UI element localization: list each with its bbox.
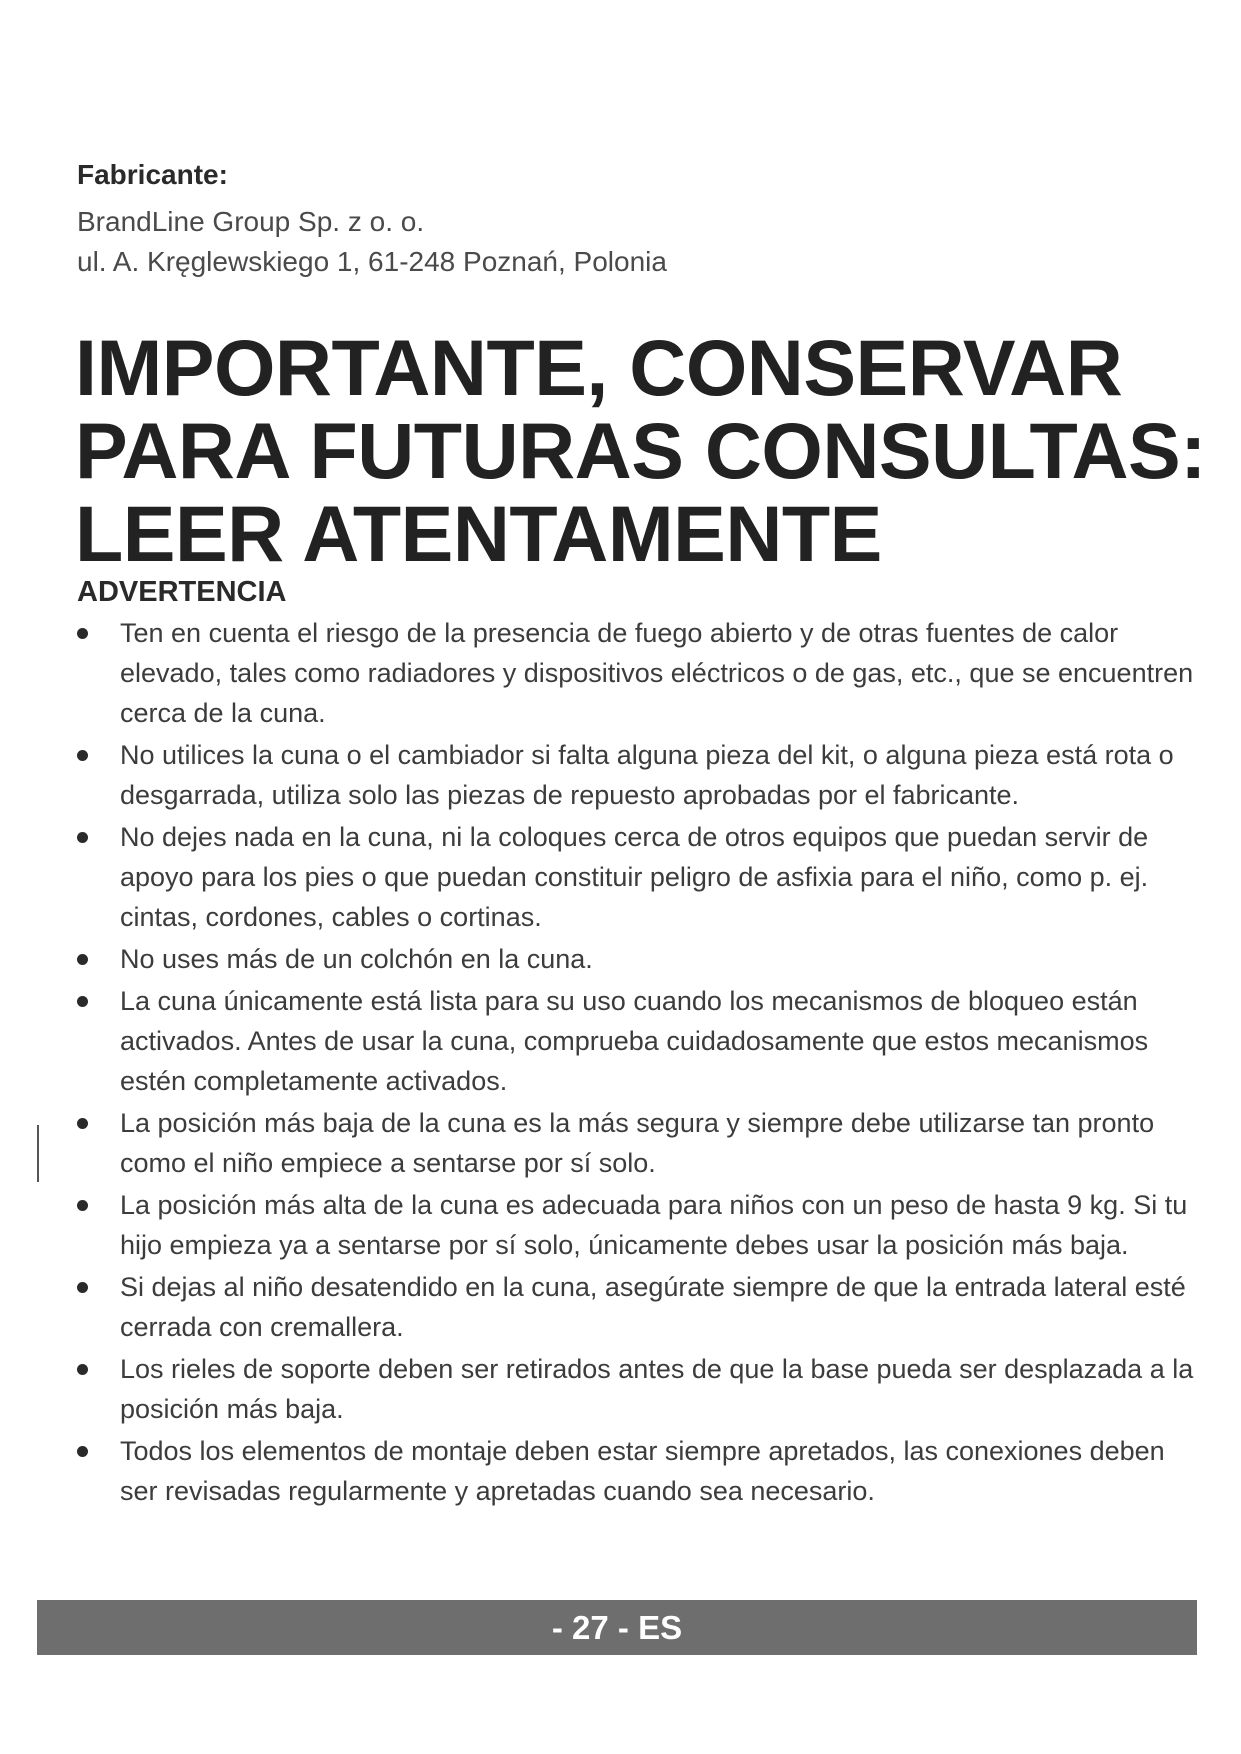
list-item [77,939,1197,979]
list-item [77,817,1197,937]
bullet-icon [77,1446,88,1457]
list-item [77,1267,1197,1347]
bullet-icon [77,628,88,639]
manufacturer-address: ul. A. Kręglewskiego 1, 61-248 Poznań, Polonia [77,246,667,277]
list-item-text: No utilices la cuna o el cambiador si falta alguna pieza del kit, o alguna pieza está rota o desgarrada, utiliza solo las piezas de repuesto aprobadas por el fabricante. [120,740,1174,810]
bullet-icon [77,1282,88,1293]
bullet-icon [77,996,88,1007]
footer-bar [37,1600,1197,1655]
manufacturer-block [77,158,1177,282]
warning-list [77,613,1197,1513]
list-item-text: Los rieles de soporte deben ser retirados antes de que la base pueda ser desplazada a la posición más baja. [120,1354,1194,1424]
title-line-3: LEER ATENTAMENTE [75,489,882,578]
bullet-icon [77,832,88,843]
list-item [77,1349,1197,1429]
list-item-text: No dejes nada en la cuna, ni la coloques cerca de otros equipos que puedan servir de apoyo para los pies o que puedan constituir peligro de asfixia para el niño, como p. ej. cintas, cordones, cables o cortinas. [120,822,1149,932]
list-item-text: La posición más baja de la cuna es la más segura y siempre debe utilizarse tan pronto como el niño empiece a sentarse por sí solo. [120,1108,1155,1178]
title-line-1: IMPORTANTE, CONSERVAR [75,323,1123,412]
manufacturer-company: BrandLine Group Sp. z o. o. [77,206,425,237]
list-item-text: La posición más alta de la cuna es adecuada para niños con un peso de hasta 9 kg. Si tu hijo empieza ya a sentarse por sí solo, únicamente debes usar la posición más baja. [120,1190,1188,1260]
list-item [77,1103,1197,1183]
bullet-icon [77,954,88,965]
list-item [77,1431,1197,1511]
bullet-icon [77,1118,88,1129]
margin-mark [37,1125,39,1182]
page-number: - 27 - ES [551,1609,683,1646]
list-item-text: La cuna únicamente está lista para su uso cuando los mecanismos de bloqueo están activados. Antes de usar la cuna, comprueba cuidadosamente que estos mecanismos estén completamente activados. [120,986,1149,1096]
list-item [77,735,1197,815]
bullet-icon [77,1364,88,1375]
list-item-text: No uses más de un colchón en la cuna. [120,944,593,974]
list-item [77,613,1197,733]
list-item-text: Todos los elementos de montaje deben estar siempre apretados, las conexiones deben ser revisadas regularmente y apretadas cuando sea necesario. [120,1436,1165,1506]
bullet-icon [77,750,88,761]
list-item-text: Si dejas al niño desatendido en la cuna, asegúrate siempre de que la entrada lateral esté cerrada con cremallera. [120,1272,1186,1342]
title-line-2: PARA FUTURAS CONSULTAS: [75,406,1206,495]
list-item [77,1185,1197,1265]
list-item-text: Ten en cuenta el riesgo de la presencia de fuego abierto y de otras fuentes de calor elevado, tales como radiadores y dispositivos eléctricos o de gas, etc., que se encuentren cerca de la cuna. [120,618,1194,728]
list-item [77,981,1197,1101]
manufacturer-label: Fabricante: [77,159,228,190]
warning-heading: ADVERTENCIA [77,576,287,608]
page-title [75,323,1206,578]
bullet-icon [77,1200,88,1211]
